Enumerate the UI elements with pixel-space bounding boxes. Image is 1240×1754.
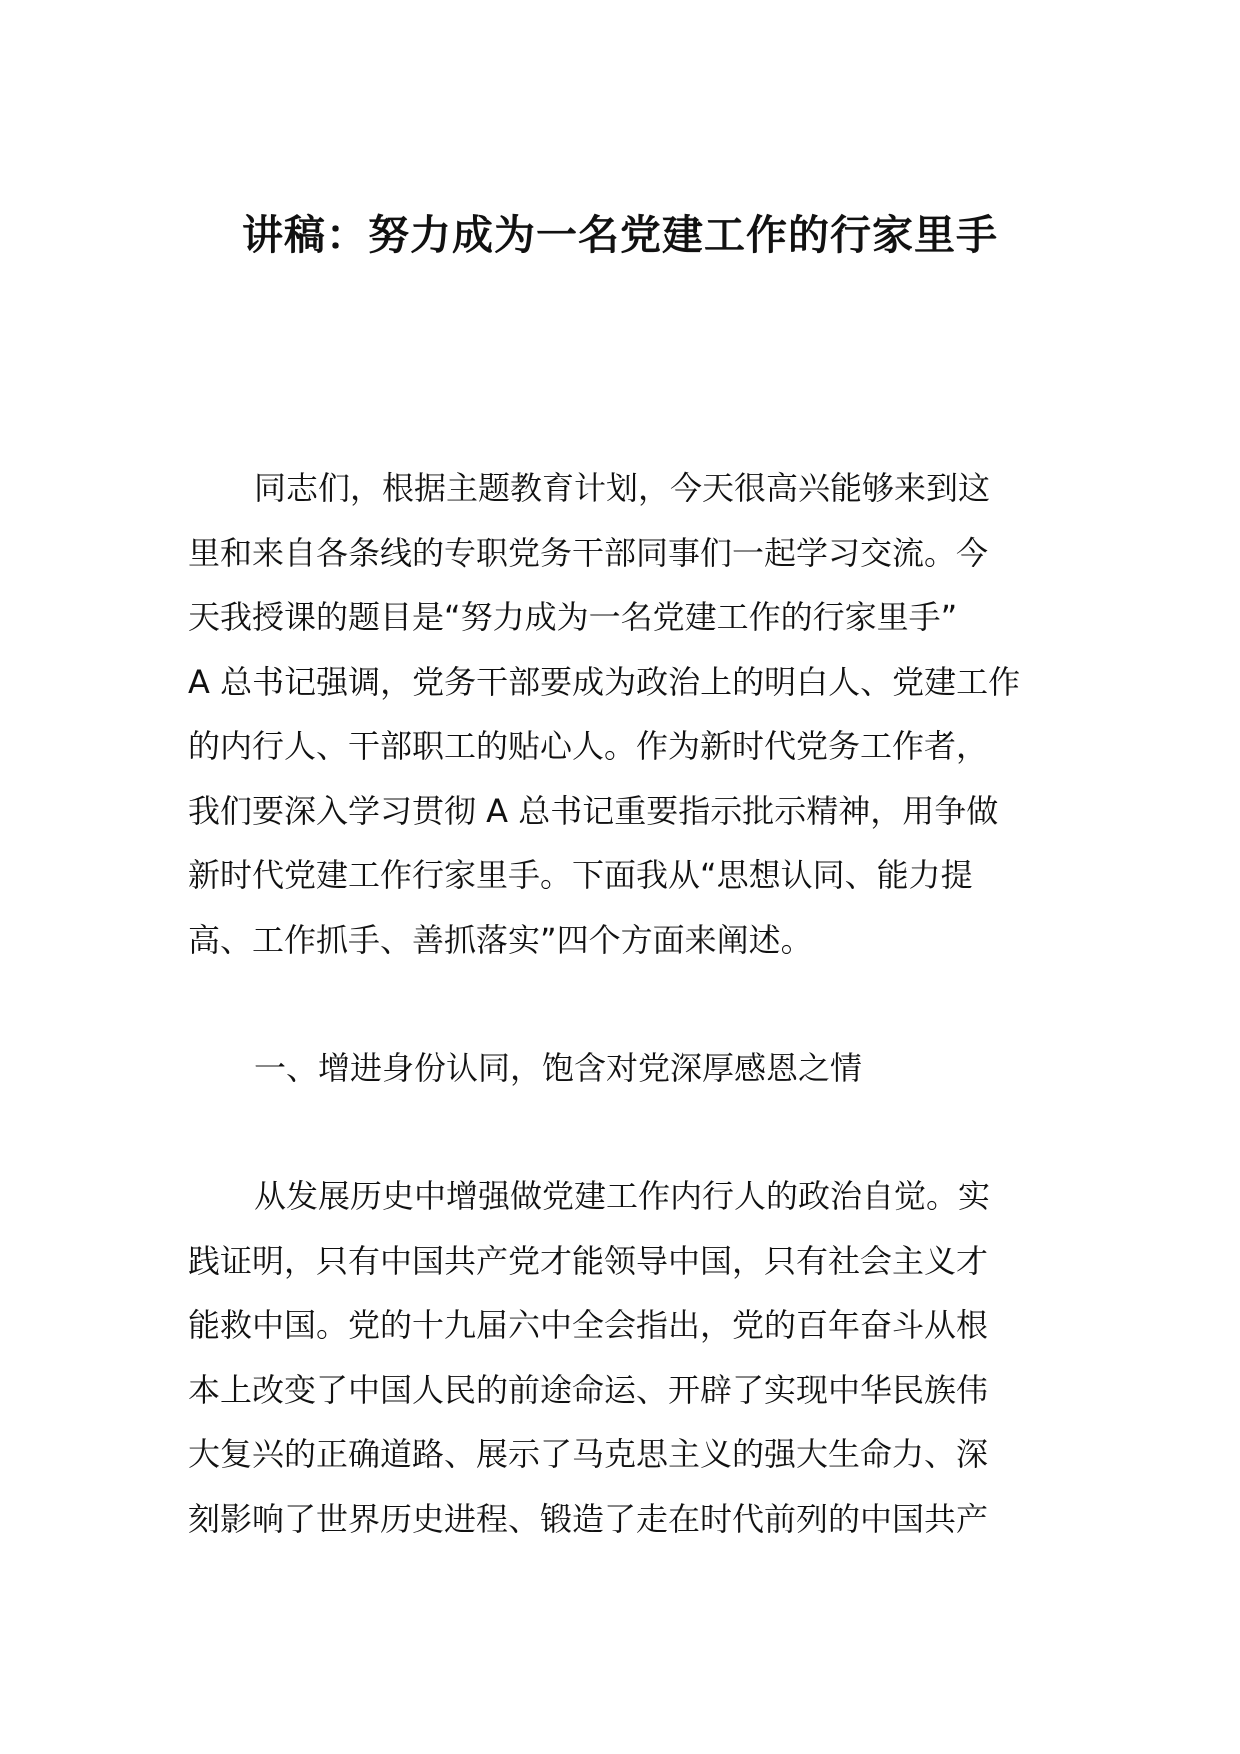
text-line: 本上改变了中国人民的前途命运、开辟了实现中华民族伟 — [188, 1370, 989, 1409]
paragraph-section-1 — [188, 1164, 1052, 1551]
text-line: 大复兴的正确道路、展示了马克思主义的强大生命力、深 — [188, 1435, 989, 1473]
text-line: 刻影响了世界历史进程、锻造了走在时代前列的中国共产 — [188, 1499, 989, 1538]
text-line: 里和来自各条线的专职党务干部同事们一起学习交流。今 — [188, 533, 989, 572]
text-line: 从发展历史中增强做党建工作内行人的政治自觉。实 — [254, 1177, 991, 1215]
section-heading-text: 一、增进身份认同，饱含对党深厚感恩之情 — [254, 1049, 863, 1087]
section-heading-1 — [188, 1036, 1052, 1101]
text-line: 我们要深入学习贯彻 A 总书记重要指示批示精神，用争做 — [188, 791, 999, 830]
text-line: 同志们，根据主题教育计划，今天很高兴能够来到这 — [254, 469, 991, 507]
text-line: A 总书记强调，党务干部要成为政治上的明白人、党建工作 — [188, 662, 1021, 701]
text-line: 天我授课的题目是“努力成为一名党建工作的行家里手” — [188, 598, 958, 636]
text-line: 践证明，只有中国共产党才能领导中国，只有社会主义才 — [188, 1241, 989, 1280]
document-title: 讲稿：努力成为一名党建工作的行家里手 — [242, 211, 998, 259]
paragraph-intro — [188, 456, 1052, 972]
text-line: 能救中国。党的十九届六中全会指出，党的百年奋斗从根 — [188, 1306, 989, 1344]
text-line: 高、工作抓手、善抓落实”四个方面来阐述。 — [188, 920, 813, 959]
text-line: 新时代党建工作行家里手。下面我从“思想认同、能力提 — [188, 856, 973, 894]
text-line: 的内行人、干部职工的贴心人。作为新时代党务工作者， — [188, 727, 989, 765]
